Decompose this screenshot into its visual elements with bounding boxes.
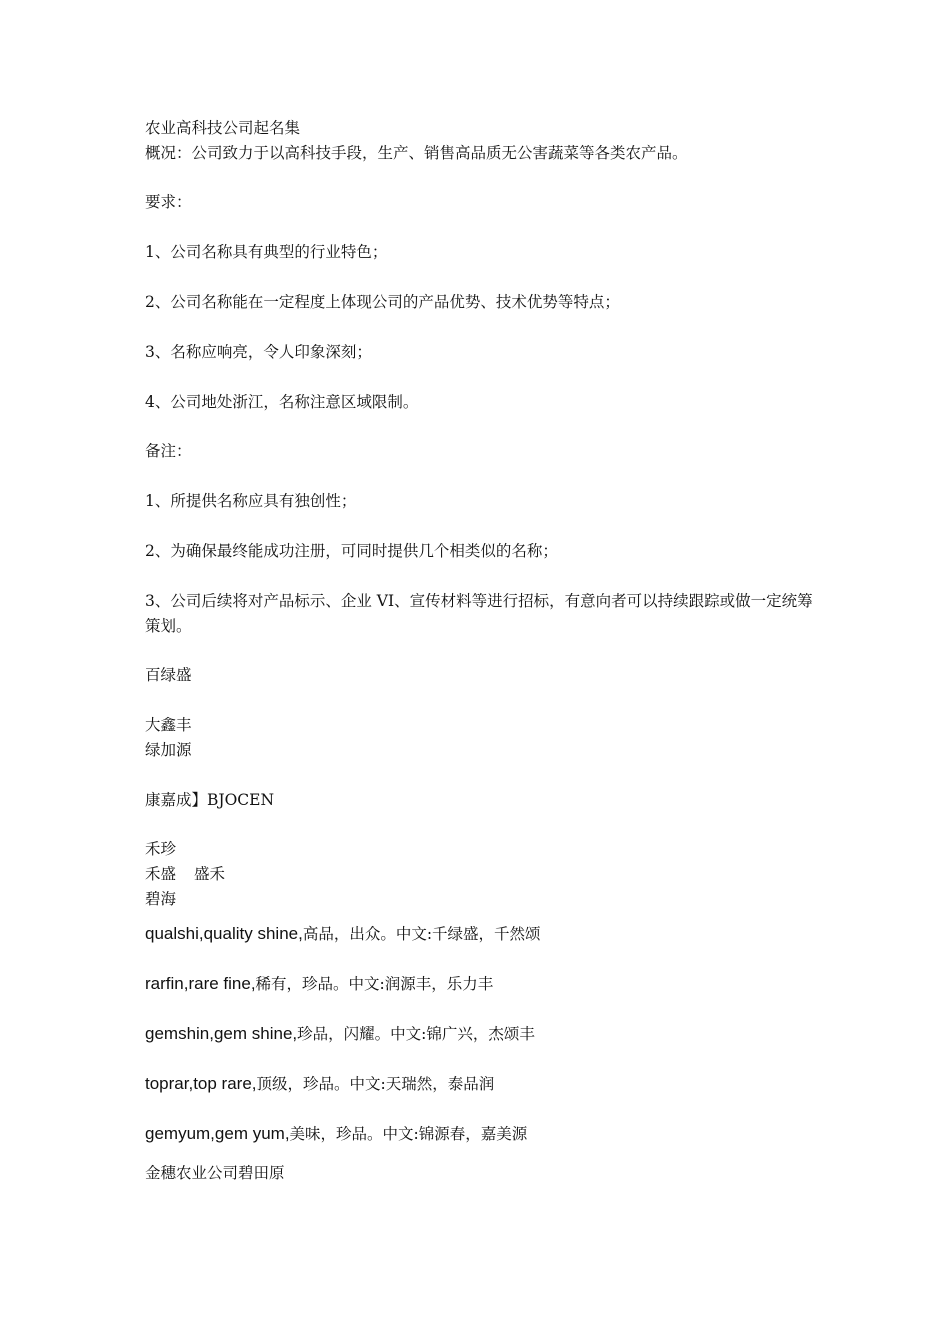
requirement-item: 3、名称应响亮，令人印象深刻；	[145, 343, 372, 361]
name-pair	[145, 862, 825, 887]
english-name-row	[145, 1121, 825, 1147]
requirement-item: 1、公司名称具有典型的行业特色；	[145, 243, 388, 261]
english-name: gemyum,gem yum,	[145, 1124, 290, 1143]
english-name: gemshin,gem shine,	[145, 1024, 298, 1043]
name-item: 大鑫丰	[145, 716, 192, 734]
name-item: 绿加源	[145, 741, 192, 759]
name-item: 禾盛	[145, 865, 177, 883]
requirement-item: 4、公司地处浙江，名称注意区域限制。	[145, 393, 419, 411]
note-item: 1、所提供名称应具有独创性；	[145, 492, 357, 510]
note-item: 2、为确保最终能成功注册，可同时提供几个相类似的名称；	[145, 542, 558, 560]
name-item: 碧海	[145, 890, 177, 908]
last-line: 金穗农业公司碧田原	[145, 1164, 285, 1182]
english-name: rarfin,rare fine,	[145, 974, 256, 993]
requirement-item: 2、公司名称能在一定程度上体现公司的产品优势、技术优势等特点；	[145, 293, 620, 311]
doc-title: 农业高科技公司起名集	[145, 119, 301, 137]
name-item: 百绿盛	[145, 666, 192, 684]
english-name-meaning: 高品，出众。中文:千绿盛，千然颂	[302, 925, 541, 943]
requirements-heading: 要求：	[145, 193, 192, 211]
english-name-meaning: 美味，珍品。中文:锦源春，嘉美源	[289, 1125, 528, 1143]
notes-heading: 备注：	[145, 442, 192, 460]
overview-text: 概况：公司致力于以高科技手段，生产、销售高品质无公害蔬菜等各类农产品。	[145, 144, 688, 162]
english-name-row	[145, 1021, 825, 1047]
english-name-row	[145, 1071, 825, 1097]
english-name-meaning: 珍品，闪耀。中文:锦广兴，杰颂丰	[297, 1025, 535, 1043]
english-name: toprar,top rare,	[145, 1074, 257, 1093]
name-item: 盛禾	[194, 865, 226, 883]
note-item: 3、公司后续将对产品标示、企业 VI、宣传材料等进行招标，有意向者可以持续跟踪或做一定统筹策划。	[145, 592, 813, 635]
name-item: 禾珍	[145, 840, 177, 858]
english-name-row	[145, 971, 825, 997]
name-item: 康嘉成】BJOCEN	[145, 791, 275, 809]
english-name-meaning: 稀有，珍品。中文:润源丰，乐力丰	[255, 975, 494, 993]
english-name-meaning: 顶级，珍品。中文:天瑞然，泰品润	[256, 1075, 495, 1093]
english-name: qualshi,quality shine,	[145, 924, 303, 943]
english-name-row	[145, 921, 825, 947]
